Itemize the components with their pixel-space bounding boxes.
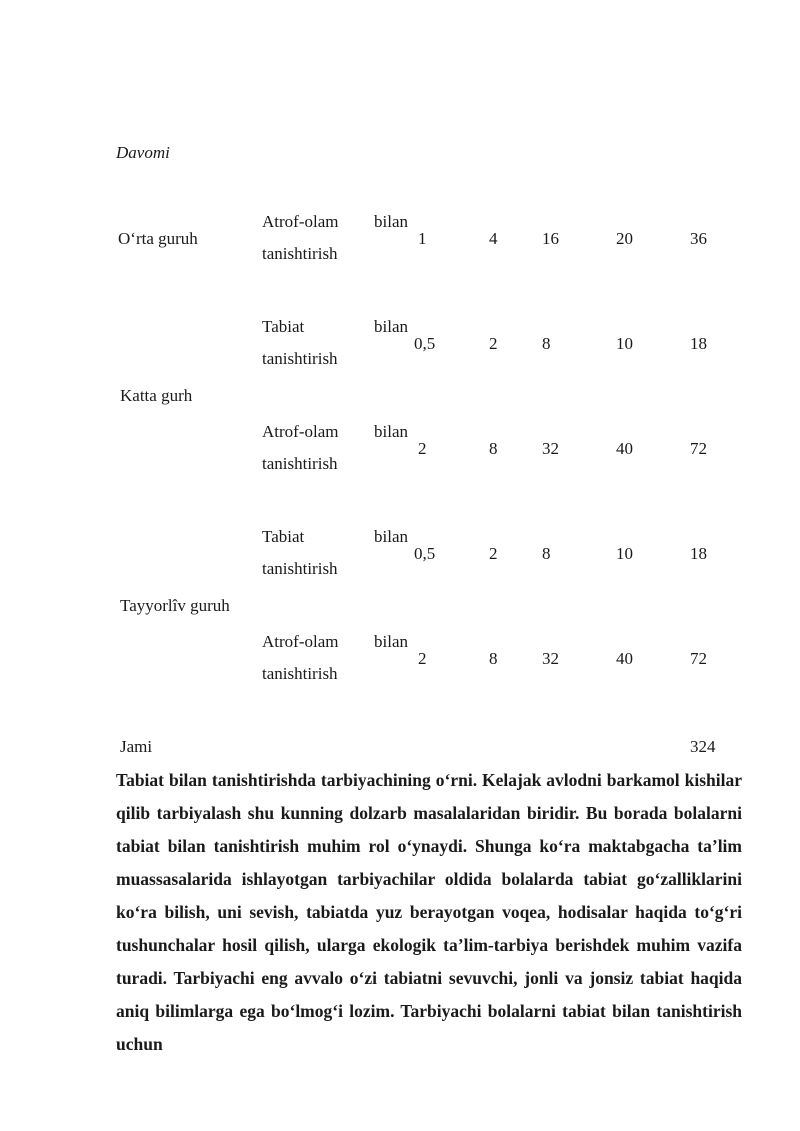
subject-word: bilan — [374, 632, 408, 651]
table-cell: 18 — [690, 334, 707, 353]
group-label-senior: Katta gurh — [120, 386, 193, 405]
subject-word: tanishtirish — [262, 244, 338, 263]
table-cell: 0,5 — [414, 544, 436, 563]
subject-cell — [262, 206, 408, 270]
table-cell: 10 — [616, 334, 633, 353]
subject-word: tanishtirish — [262, 454, 338, 473]
subject-word: Atrof-olam — [262, 422, 339, 441]
table-cell: 0,5 — [414, 334, 436, 353]
subject-word: bilan — [374, 317, 408, 336]
group-label-preparatory: Tayyorlîv guruh — [120, 596, 230, 615]
table-cell: 8 — [542, 544, 551, 563]
table-cell: 8 — [489, 439, 498, 458]
table-cell: 2 — [489, 334, 498, 353]
table-cell: 32 — [542, 439, 559, 458]
table-cell: 1 — [418, 229, 427, 248]
table-cell: 10 — [616, 544, 633, 563]
subject-word: tanishtirish — [262, 349, 338, 368]
subject-word: bilan — [374, 527, 408, 546]
table-cell: 40 — [616, 649, 633, 668]
subject-word: Atrof-olam — [262, 632, 339, 651]
continued-label: Davomi — [116, 143, 170, 162]
subject-cell — [262, 626, 408, 690]
subject-word: bilan — [374, 422, 408, 441]
subject-word: tanishtirish — [262, 559, 338, 578]
table-cell: 36 — [690, 229, 707, 248]
subject-cell — [262, 416, 408, 480]
table-cell: 2 — [489, 544, 498, 563]
table-cell: 2 — [418, 649, 427, 668]
table-cell: 32 — [542, 649, 559, 668]
subject-word: tanishtirish — [262, 664, 338, 683]
group-label-middle: O‘rta guruh — [118, 229, 198, 248]
table-cell: 2 — [418, 439, 427, 458]
subject-word: bilan — [374, 212, 408, 231]
table-cell: 20 — [616, 229, 633, 248]
table-cell: 18 — [690, 544, 707, 563]
table-cell: 4 — [489, 229, 498, 248]
subject-cell — [262, 311, 408, 375]
table-cell: 72 — [690, 439, 707, 458]
table-cell: 8 — [489, 649, 498, 668]
total-label: Jami — [120, 737, 153, 756]
table-cell: 40 — [616, 439, 633, 458]
table-cell: 8 — [542, 334, 551, 353]
subject-word: Tabiat — [262, 527, 305, 546]
table-cell: 16 — [542, 229, 559, 248]
body-paragraph: Tabiat bilan tanishtirishda tarbiyachining o‘rni. Kelajak avlodni barkamol kishilar qilib tarbiyalash shu kunning dolzarb masalalaridan biridir. Bu borada bolalarni tabiat bilan tanishtirish muhim rol o‘ynaydi. Shunga ko‘ra maktabgacha ta’lim muassasalarida ishlayotgan tarbiyachilar oldida bolalarda tabiat go‘zalliklarini ko‘ra bilish, uni sevish, tabiatda yuz berayotgan voqea, hodisalar haqida to‘g‘ri tushunchalar hosil qilish, ularga ekologik ta’lim-tarbiya berishdek muhim vazifa turadi. Tarbiyachi eng avvalo o‘zi tabiatni sevuvchi, jonli va jonsiz tabiat haqida aniq bilimlarga ega bo‘lmog‘i lozim. Tarbiyachi bolalarni tabiat bilan tanishtirish uchun — [116, 770, 742, 1054]
total-value: 324 — [690, 737, 716, 756]
subject-word: Tabiat — [262, 317, 305, 336]
subject-word: Atrof-olam — [262, 212, 339, 231]
table-cell: 72 — [690, 649, 707, 668]
subject-cell — [262, 521, 408, 585]
